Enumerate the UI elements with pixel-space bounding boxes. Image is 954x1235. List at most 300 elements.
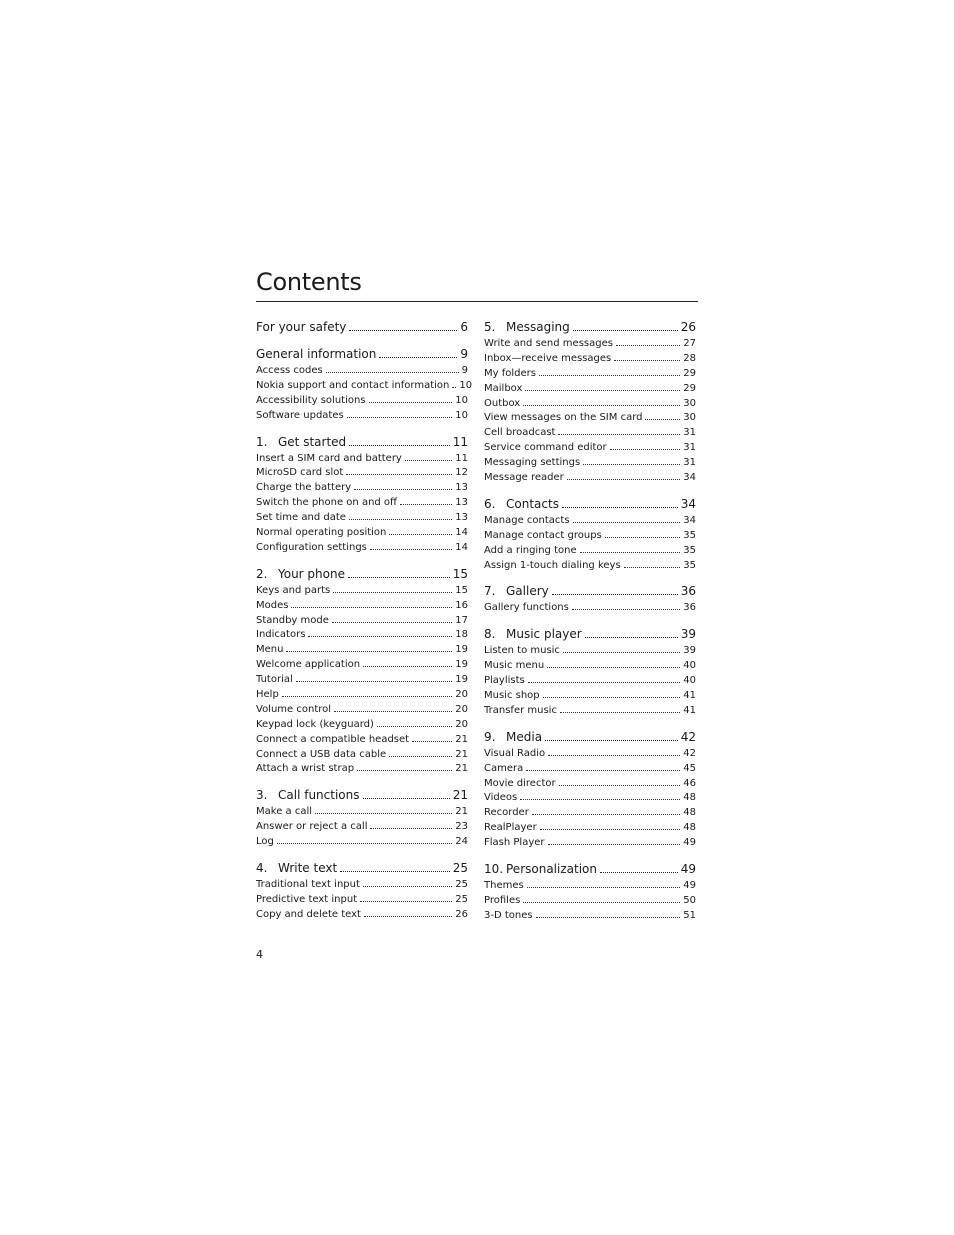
dot-leader (369, 402, 453, 403)
toc-section-heading[interactable] (484, 319, 696, 336)
entry-title: Attach a wrist strap (256, 763, 355, 775)
dot-leader (558, 434, 680, 435)
section-title: Get started (278, 434, 347, 449)
toc-section-heading[interactable] (484, 861, 696, 878)
toc-section-heading[interactable] (256, 434, 468, 451)
toc-section (256, 319, 468, 336)
dot-leader (370, 549, 452, 550)
dot-leader (315, 813, 452, 814)
dot-leader (585, 637, 678, 638)
entry-page-number: 20 (455, 689, 468, 701)
toc-section-heading[interactable] (256, 319, 468, 336)
dot-leader (349, 445, 450, 446)
toc-entry[interactable] (484, 456, 696, 471)
section-number: 4. (256, 861, 268, 876)
toc-entry[interactable] (256, 496, 468, 511)
entry-title: Assign 1-touch dialing keys (484, 559, 621, 571)
dot-leader (360, 901, 452, 902)
entry-title: Cell broadcast (484, 427, 556, 439)
toc-right-column (484, 319, 696, 934)
toc-entry[interactable] (256, 541, 468, 556)
dot-leader (354, 489, 452, 490)
entry-title: Write and send messages (484, 338, 613, 349)
section-title: Write text (278, 861, 338, 876)
dot-leader (567, 479, 680, 480)
entry-title: Connect a USB data cable (256, 748, 387, 760)
toc-entry[interactable] (484, 762, 696, 777)
entry-title: Copy and delete text (256, 908, 361, 920)
section-number: 2. (256, 566, 268, 581)
toc-entry[interactable] (484, 689, 696, 704)
toc-entry[interactable] (484, 644, 696, 659)
section-page-number: 6 (460, 320, 468, 334)
toc-section (484, 626, 696, 718)
entry-page-number: 27 (683, 338, 696, 349)
toc-entry[interactable] (256, 628, 468, 643)
entry-title: Flash Player (484, 837, 545, 849)
entry-page-number: 16 (455, 599, 468, 611)
toc-entry[interactable] (256, 379, 473, 394)
entry-page-number: 28 (683, 352, 696, 364)
entry-page-number: 14 (455, 541, 468, 553)
entry-page-number: 40 (683, 660, 696, 672)
dot-leader (616, 345, 680, 346)
toc-entry[interactable] (484, 441, 696, 456)
dot-leader (347, 417, 453, 418)
toc-entry[interactable] (256, 893, 468, 908)
section-page-number: 39 (680, 627, 696, 642)
toc-entry[interactable] (256, 688, 468, 703)
toc-section-heading[interactable] (484, 626, 696, 643)
entry-title: Normal operating position (256, 527, 387, 539)
entry-page-number: 21 (455, 748, 468, 760)
dot-leader (573, 522, 681, 523)
toc-section (256, 434, 468, 556)
dot-leader (600, 872, 678, 873)
entry-page-number: 42 (683, 747, 696, 759)
page-title: Contents (256, 268, 362, 296)
toc-entry[interactable] (256, 805, 468, 820)
dot-leader (548, 844, 681, 845)
entry-page-number: 46 (683, 777, 696, 789)
entry-page-number: 20 (455, 718, 468, 730)
entry-page-number: 10 (459, 379, 473, 391)
toc-entry[interactable] (256, 466, 468, 481)
toc-entry[interactable] (484, 659, 696, 674)
entry-title: Menu (256, 644, 284, 656)
toc-entry[interactable] (484, 909, 696, 924)
dot-leader (580, 552, 681, 553)
dot-leader (326, 372, 459, 373)
toc-entry[interactable] (256, 364, 468, 379)
entry-title: Service command editor (484, 442, 607, 454)
toc-section (256, 787, 468, 850)
section-title: General information (256, 347, 377, 361)
toc-entry[interactable] (484, 791, 696, 806)
entry-title: Manage contact groups (484, 529, 602, 541)
toc-section (484, 729, 696, 851)
dot-leader (340, 871, 450, 872)
entry-page-number: 35 (683, 544, 696, 556)
entry-title: Manage contacts (484, 514, 570, 526)
dot-leader (308, 636, 452, 637)
toc-entry[interactable] (484, 601, 696, 616)
toc-entry[interactable] (484, 777, 696, 792)
dot-leader (572, 609, 680, 610)
toc-entry[interactable] (256, 762, 468, 777)
toc-entry[interactable] (256, 584, 468, 599)
toc-section-heading[interactable] (484, 729, 696, 746)
entry-title: Standby mode (256, 614, 329, 626)
section-page-number: 25 (452, 861, 468, 876)
toc-entry[interactable] (256, 878, 468, 893)
entry-title: Themes (484, 880, 524, 892)
entry-title: MicroSD card slot (256, 467, 344, 479)
entry-page-number: 12 (455, 467, 468, 479)
entry-page-number: 29 (683, 367, 696, 379)
dot-leader (349, 519, 452, 520)
toc-section (484, 496, 696, 574)
entry-page-number: 34 (683, 514, 696, 526)
toc-entry[interactable] (256, 733, 468, 748)
dot-leader (364, 916, 452, 917)
dot-leader (389, 756, 452, 757)
dot-leader (349, 330, 457, 331)
section-title: Your phone (278, 566, 345, 581)
dot-leader (543, 697, 681, 698)
entry-page-number: 31 (683, 457, 696, 469)
entry-title: Answer or reject a call (256, 821, 368, 833)
section-number: 7. (484, 584, 496, 599)
section-title: Contacts (506, 496, 559, 511)
section-title: Gallery (506, 584, 549, 599)
entry-title: Transfer music (484, 704, 557, 716)
entry-title: Configuration settings (256, 541, 367, 553)
entry-title: Visual Radio (484, 747, 546, 759)
dot-leader (370, 828, 452, 829)
toc-entry[interactable] (256, 643, 468, 658)
toc-entry[interactable] (484, 529, 696, 544)
toc-section (256, 860, 468, 923)
dot-leader (334, 711, 452, 712)
entry-title: Traditional text input (256, 879, 360, 891)
entry-title: Welcome application (256, 659, 361, 671)
toc-entry[interactable] (484, 367, 696, 382)
entry-title: Predictive text input (256, 893, 358, 905)
toc-section (484, 319, 696, 486)
entry-title: Make a call (256, 806, 313, 818)
dot-leader (583, 464, 680, 465)
toc-section-heading[interactable] (256, 566, 468, 583)
entry-page-number: 20 (455, 703, 468, 715)
section-title: Music player (506, 627, 582, 642)
toc-entry[interactable] (256, 673, 468, 688)
dot-leader (610, 449, 681, 450)
entry-title: Mailbox (484, 382, 523, 394)
toc-entry[interactable] (484, 674, 696, 689)
dot-leader (624, 567, 681, 568)
entry-title: Log (256, 836, 274, 848)
dot-leader (645, 419, 680, 420)
entry-page-number: 35 (683, 559, 696, 571)
toc-entry[interactable] (484, 411, 696, 426)
toc-entry[interactable] (256, 835, 468, 850)
entry-title: Help (256, 689, 279, 701)
title-rule (256, 301, 698, 302)
entry-page-number: 21 (455, 733, 468, 745)
entry-title: Camera (484, 762, 524, 774)
entry-title: Messaging settings (484, 457, 581, 469)
toc-entry[interactable] (484, 426, 696, 441)
toc-entry[interactable] (484, 397, 696, 412)
toc-section-heading[interactable] (256, 860, 468, 877)
dot-leader (357, 770, 452, 771)
dot-leader (379, 357, 457, 358)
toc-entry[interactable] (256, 394, 468, 409)
dot-leader (540, 829, 681, 830)
entry-title: Charge the battery (256, 482, 352, 494)
section-title: For your safety (256, 320, 347, 334)
entry-page-number: 9 (461, 365, 468, 376)
dot-leader (573, 330, 678, 331)
section-number: 5. (484, 320, 496, 334)
toc-section (484, 861, 696, 924)
dot-leader (363, 798, 450, 799)
toc-entry[interactable] (484, 879, 696, 894)
toc-entry[interactable] (484, 836, 696, 851)
section-title: Call functions (278, 788, 360, 803)
dot-leader (377, 726, 452, 727)
toc-section-heading[interactable] (256, 787, 468, 804)
entry-page-number: 50 (683, 894, 696, 906)
section-page-number: 21 (452, 788, 468, 803)
dot-leader (545, 740, 678, 741)
entry-title: Set time and date (256, 512, 346, 524)
dot-leader (548, 755, 680, 756)
entry-page-number: 34 (683, 472, 696, 484)
entry-page-number: 31 (683, 442, 696, 454)
section-page-number: 15 (452, 566, 468, 581)
entry-title: Message reader (484, 472, 564, 484)
entry-page-number: 21 (455, 763, 468, 775)
toc-section-heading[interactable] (256, 346, 468, 363)
entry-page-number: 25 (455, 893, 468, 905)
dot-leader (523, 405, 680, 406)
entry-title: Nokia support and contact information (256, 379, 450, 391)
dot-leader (523, 902, 680, 903)
entry-title: Inbox—receive messages (484, 352, 612, 364)
toc-entry[interactable] (256, 614, 468, 629)
entry-page-number: 15 (455, 584, 468, 596)
entry-title: Movie director (484, 777, 556, 789)
entry-title: RealPlayer (484, 822, 537, 834)
toc-entry[interactable] (484, 544, 696, 559)
entry-title: Add a ringing tone (484, 544, 577, 556)
entry-title: Volume control (256, 703, 332, 715)
entry-title: Recorder (484, 807, 529, 819)
entry-page-number: 10 (455, 394, 468, 406)
entry-page-number: 19 (455, 674, 468, 686)
toc-entry[interactable] (256, 452, 468, 467)
entry-page-number: 48 (683, 792, 696, 804)
entry-title: 3-D tones (484, 909, 533, 921)
dot-leader (527, 887, 681, 888)
entry-title: Software updates (256, 409, 344, 421)
toc-entry[interactable] (484, 704, 696, 719)
section-number: 3. (256, 788, 268, 803)
toc-entry[interactable] (484, 352, 696, 367)
dot-leader (282, 696, 452, 697)
toc-entry[interactable] (484, 337, 696, 352)
entry-page-number: 11 (455, 452, 468, 464)
dot-leader (563, 652, 680, 653)
entry-title: Outbox (484, 397, 521, 409)
toc-section (256, 566, 468, 778)
toc-entry[interactable] (256, 703, 468, 718)
section-number: 6. (484, 496, 496, 511)
entry-page-number: 17 (455, 614, 468, 626)
entry-page-number: 39 (683, 645, 696, 657)
toc-section-heading[interactable] (484, 583, 696, 600)
entry-title: Modes (256, 599, 289, 611)
dot-leader (559, 785, 681, 786)
entry-title: Insert a SIM card and battery (256, 452, 402, 464)
entry-page-number: 35 (683, 529, 696, 541)
entry-page-number: 30 (683, 397, 696, 409)
entry-page-number: 13 (455, 512, 468, 524)
toc-entry[interactable] (256, 908, 468, 923)
entry-page-number: 36 (683, 602, 696, 614)
entry-title: View messages on the SIM card (484, 412, 643, 424)
toc-entry[interactable] (256, 599, 468, 614)
entry-title: Videos (484, 792, 518, 804)
dot-leader (389, 534, 452, 535)
dot-leader (562, 507, 678, 508)
dot-leader (539, 375, 680, 376)
section-title: Messaging (506, 320, 570, 334)
section-page-number: 42 (680, 729, 696, 744)
dot-leader (520, 799, 680, 800)
toc-entry[interactable] (256, 748, 468, 763)
dot-leader (346, 474, 452, 475)
entry-title: Profiles (484, 894, 521, 906)
toc-entry[interactable] (484, 747, 696, 762)
dot-leader (528, 682, 681, 683)
entry-title: Tutorial (256, 674, 293, 686)
entry-page-number: 21 (455, 806, 468, 818)
entry-page-number: 19 (455, 659, 468, 671)
dot-leader (277, 843, 452, 844)
entry-page-number: 51 (683, 909, 696, 921)
toc-entry[interactable] (484, 821, 696, 836)
entry-page-number: 26 (455, 908, 468, 920)
toc-entry[interactable] (484, 382, 696, 397)
dot-leader (412, 741, 452, 742)
toc-left-column (256, 319, 473, 933)
toc-entry[interactable] (484, 514, 696, 529)
dot-leader (291, 607, 452, 608)
toc-entry[interactable] (256, 820, 468, 835)
section-title: Media (506, 729, 543, 744)
dot-leader (452, 387, 456, 388)
toc-entry[interactable] (256, 481, 468, 496)
toc-section-heading[interactable] (484, 496, 696, 513)
entry-page-number: 24 (455, 836, 468, 848)
dot-leader (525, 390, 680, 391)
dot-leader (614, 360, 680, 361)
section-page-number: 11 (452, 434, 468, 449)
section-number: 10. (484, 862, 504, 877)
dot-leader (363, 666, 452, 667)
entry-page-number: 30 (683, 412, 696, 424)
toc-entry[interactable] (484, 471, 696, 486)
entry-title: My folders (484, 367, 536, 379)
dot-leader (333, 592, 452, 593)
entry-title: Music shop (484, 690, 540, 702)
entry-page-number: 18 (455, 629, 468, 641)
section-page-number: 49 (680, 862, 696, 877)
dot-leader (552, 594, 678, 595)
entry-page-number: 49 (683, 880, 696, 892)
toc-entry[interactable] (256, 526, 468, 541)
section-number: 8. (484, 627, 496, 642)
dot-leader (605, 537, 681, 538)
entry-title: Accessibility solutions (256, 394, 366, 406)
dot-leader (400, 504, 452, 505)
section-title: Personalization (506, 862, 597, 877)
dot-leader (547, 667, 680, 668)
section-page-number: 9 (460, 347, 468, 361)
entry-page-number: 31 (683, 427, 696, 439)
entry-title: Indicators (256, 629, 306, 641)
entry-page-number: 19 (455, 644, 468, 656)
entry-title: Playlists (484, 675, 525, 687)
toc-entry[interactable] (484, 806, 696, 821)
dot-leader (405, 460, 452, 461)
dot-leader (560, 712, 680, 713)
toc-entry[interactable] (256, 409, 468, 424)
dot-leader (532, 814, 680, 815)
toc-section (256, 346, 473, 424)
entry-page-number: 49 (683, 837, 696, 849)
entry-page-number: 48 (683, 807, 696, 819)
entry-title: Access codes (256, 365, 323, 376)
entry-page-number: 13 (455, 482, 468, 494)
entry-page-number: 41 (683, 704, 696, 716)
section-number: 1. (256, 434, 268, 449)
dot-leader (536, 917, 681, 918)
toc-entry[interactable] (256, 658, 468, 673)
section-number: 9. (484, 729, 496, 744)
toc-entry[interactable] (256, 718, 468, 733)
toc-entry[interactable] (256, 511, 468, 526)
entry-page-number: 45 (683, 762, 696, 774)
entry-title: Gallery functions (484, 602, 569, 614)
entry-page-number: 29 (683, 382, 696, 394)
toc-entry[interactable] (484, 559, 696, 574)
toc-section (484, 583, 696, 616)
dot-leader (348, 577, 450, 578)
dot-leader (332, 622, 452, 623)
entry-page-number: 40 (683, 675, 696, 687)
dot-leader (296, 681, 453, 682)
entry-page-number: 23 (455, 821, 468, 833)
entry-title: Keypad lock (keyguard) (256, 718, 374, 730)
toc-entry[interactable] (484, 894, 696, 909)
dot-leader (526, 770, 680, 771)
dot-leader (363, 886, 452, 887)
entry-title: Music menu (484, 660, 545, 672)
